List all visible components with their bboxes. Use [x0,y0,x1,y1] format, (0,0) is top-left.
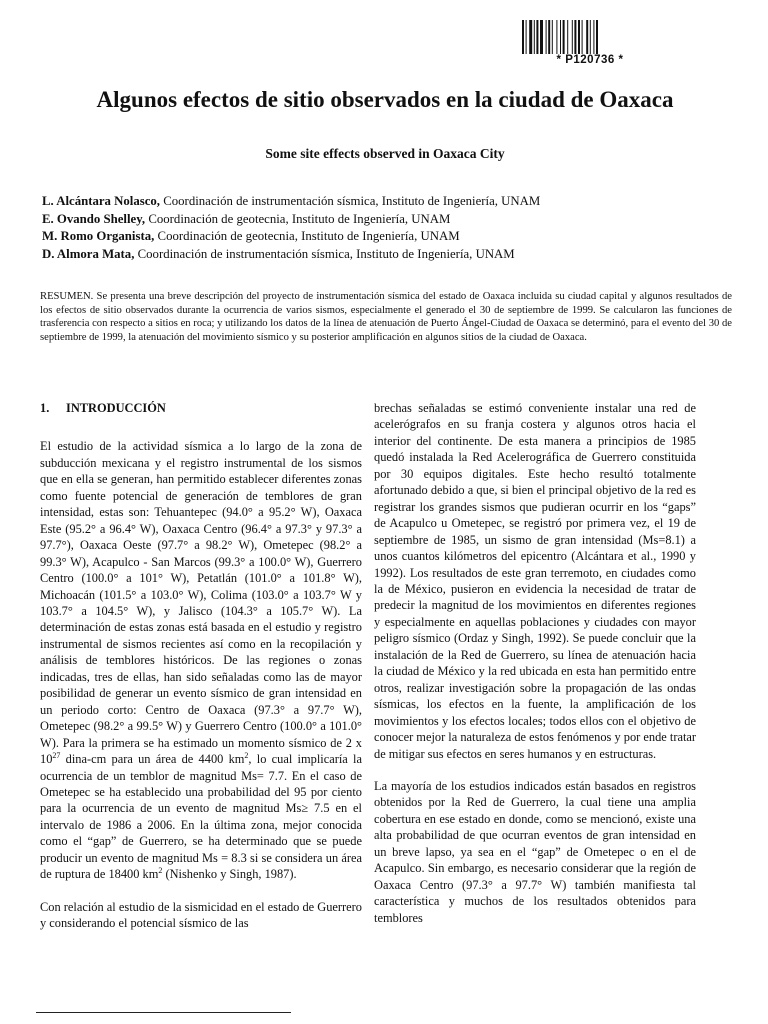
author-affiliation: Coordinación de geotecnia, Instituto de Ingeniería, UNAM [157,229,460,243]
paragraph: La mayoría de los estudios indicados están basados en registros obtenidos por la Red de Guerrero, la cual tiene una amplia cobertura en ese estado en donde, como se mencionó, existe una alta probabilidad de que ocurran eventos de gran intensidad en un breve lapso, ya sea en el “gap” de Ometepec o en el de Acapulco. Sin embargo, es necesario considerar que la región de Oaxaca Centro (97.3° a 97.7° W) también manifiesta tal característica y muchos de los resultados obtenidos para temblores [374,778,696,925]
author-name: M. Romo Organista, [42,229,155,243]
barcode-bar [582,20,583,54]
barcode-bar [590,20,591,54]
barcode-bar [574,20,576,54]
section-title: INTRODUCCIÓN [66,401,166,415]
right-column [374,400,696,926]
superscript: 2 [158,866,163,876]
author-affiliation: Coordinación de geotecnia, Instituto de Ingeniería, UNAM [148,211,451,226]
paragraph-text: dina-cm para un área de 4400 km [60,752,245,767]
author-line [42,193,682,211]
section-heading [40,400,362,416]
barcode-bar [552,20,553,54]
superscript: 27 [52,750,61,760]
paragraph: brechas señaladas se estimó conveniente instalar una red de acelerógrafos en su franja costera y algunos otros hacia el interior del continente. De esta manera a principios de 1985 quedó instalada la Red Acelerográfica de Guerrero constituida por 30 equipos digitales. Este hecho resultó totalmente afortunado debido a que, si bien el principal objetivo de la red es registrar los grandes sismos que pudieran ocurrir en los “gaps” de Acapulco u Ometepec, se registró por primera vez, el 19 de septiembre de 1985, un sismo de gran intensidad (Ms=8.1) a unos cuantos kilómetros del epicentro (Alcántara et al., 1990 y 1992). Los resultados de este gran terremoto, en ciudades como la de México, pusieron en evidencia la necesidad de tratar de predecir la magnitud de los movimientos en diferentes regiones y especialmente en aquellas poblaciones y ciudades con mayor peligro sísmico (Ordaz y Singh, 1992). Se puede concluir que la instalación de la Red de Guerrero, su línea de atenuación hacia la ciudad de México y la red ubicada en esta han permitido entre otros, realizar investigación sobre la propagación de las ondas sísmicas, los efectos en la fuente, la amplificación de los movimientos y los efectos locales; todos ellos con el objetivo de conocer mejor la naturaleza de estos fenómenos y por ende tratar de mitigar sus efectos en seres humanos y en estructuras. [374,401,697,761]
author-name: D. Almora Mata, [42,246,135,261]
barcode-bar [556,20,557,54]
barcode-bar [534,20,535,54]
author-name: L. Alcántara Nolasco, [42,194,161,208]
paper-subtitle: Some site effects observed in Oaxaca City [265,146,505,161]
paragraph-text: El estudio de la actividad sísmica a lo largo de la zona de subducción mexicana y el registro instrumental de los sismos que en ella se generan, han permitido establecer diferentes zonas como fuente potencial de generación de temblores de gran intensidad, estas son: Tehuantepec (94.0° a 95.2° W), Oaxaca Este (95.2° a 96.4° W), Oaxaca Centro (96.4° a 97.3° y 97.3° a 97.7°), Oaxaca Oeste (97.7° a 98.2° W), Ometepec (98.2° a 99.3° W), Acapulco - San Marcos (99.3° a 100.0° W), Guerrero Centro (100.0° a 101° W), Petatlán (101.0° a 101.8° W), Michoacán (101.5° a 103.0° W), Colima (103.0° a 103.7° W y 103.7° a 104.5° W), y Jalisco (104.3° a 105.7° W). La determinación de estas zonas está basada en el estudio y registro instrumental de sismos recientes así como en la recopilación y análisis de temblores históricos. De las regiones o zonas indicadas, tres de ellas, han sido señaladas como las de mayor posibilidad de generar un evento sísmico de gran intensidad en un periodo corto: Centro de Oaxaca (97.3° a 97.7° W), Ometepec (98.2° a 99.5° W) y Guerrero Centro (100.0° a 101.0° W). Para la primera se ha estimado un momento sísmico de 2 x 10 [40,439,362,767]
abstract: RESUMEN. Se presenta una breve descripción del proyecto de instrumentación sísmica del estado de Oaxaca incluida su ciudad capital y algunos resultados de los efectos de sitio observados durante la ocurrencia de varios sismos, especialmente el generado el 30 de septiembre de 1999. Se calcularon las funciones de trasferencia con respecto a sitios en roca; y utilizando los datos de la línea de atenuación de Puerto Ángel-Ciudad de Oaxaca se determinó, para el evento del 30 de septiembre de 1999, la atenuación del movimiento sísmico y su posterior amplificación en algunos sitios de la ciudad de Oaxaca. [40,291,732,343]
barcode-icon [522,20,652,54]
author-name: E. Ovando Shelley, [42,211,146,226]
barcode-bar [526,20,527,54]
barcode-bar [572,20,573,54]
barcode-block [500,20,660,80]
barcode-bar [529,20,532,54]
barcode-bar [540,20,543,54]
barcode-bar [548,20,550,54]
paragraph [40,438,362,882]
footer-rule [36,1012,291,1013]
barcode-bar [586,20,588,54]
section-number: 1. [40,401,50,415]
author-affiliation: Coordinación de instrumentación sísmica, Instituto de Ingeniería, UNAM [137,246,515,261]
author-line [42,211,682,229]
barcode-bar [563,20,565,54]
left-column [40,400,362,932]
barcode-bar [593,20,594,54]
author-affiliation: Coordinación de instrumentación sísmica, Instituto de Ingeniería, UNAM [163,194,541,208]
barcode-number: * P120736 * [556,54,624,66]
barcode-bar [578,20,580,54]
barcode-bar [536,20,538,54]
barcode-bar [546,20,547,54]
author-list [42,193,682,263]
barcode-bar [560,20,561,54]
author-line [42,246,682,264]
paragraph: Con relación al estudio de la sismicidad en el estado de Guerrero y considerando el potencial sísmico de las [40,899,362,931]
barcode-bar [596,20,598,54]
author-line [42,228,682,246]
paper-title: Algunos efectos de sitio observados en la ciudad de Oaxaca [96,87,674,112]
barcode-bar [567,20,568,54]
paragraph-text: , lo cual implicaría la ocurrencia de un temblor de magnitud Ms= 7.7. En el caso de Ometepec se ha establecido una probabilidad del 95 por ciento para la ocurrencia de un evento de magnitud Ms≥ 7.5 en el intervalo de 1986 a 2006. En la última zona, mejor conocida como el “gap” de Guerrero, se ha determinado que se puede producir un evento de magnitud Ms = 8.3 si se considera un área de ruptura de 18400 km [40,752,362,882]
superscript: 2 [244,750,249,760]
barcode-bar [522,20,524,54]
paragraph-text: (Nishenko y Singh, 1987). [162,867,297,882]
